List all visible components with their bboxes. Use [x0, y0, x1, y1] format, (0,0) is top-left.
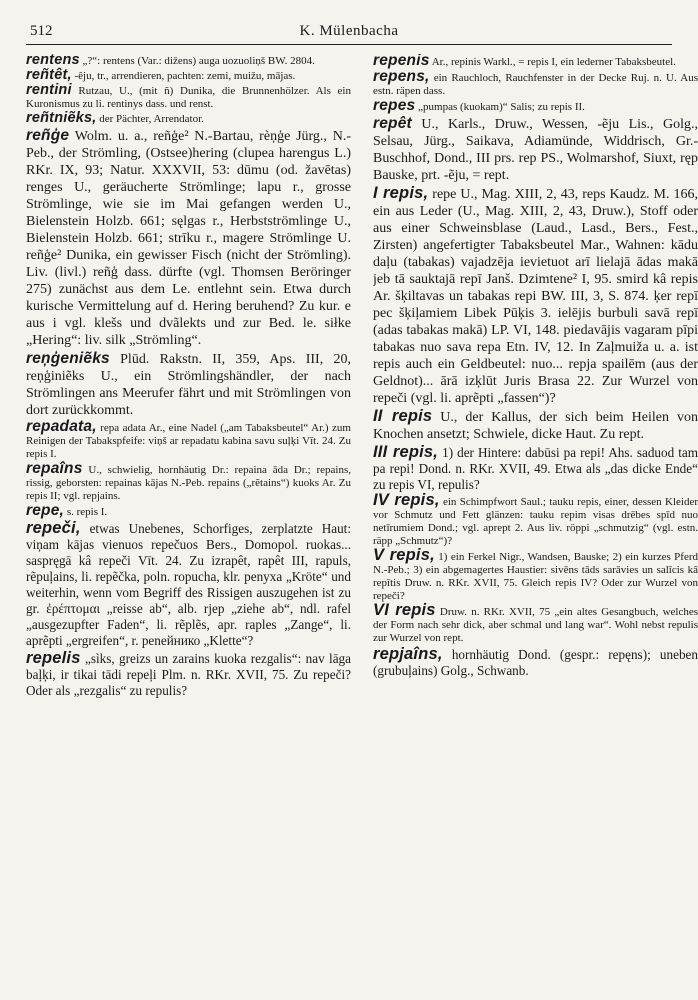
entry-text: repa adata Ar., eine Nadel („am Tabaksbeutel“ Ar.) zum Reinigen der Tabakspfeife: viņš ar repadatu kabina savu suļķi Vīt. 24. Zu repis I.: [26, 422, 351, 460]
dictionary-entry: [373, 491, 698, 548]
dictionary-entry: [373, 70, 698, 98]
entry-text: 1) ein Ferkel Nigr., Wandsen, Bauske; 2) ein kurzes Pferd N.-Peb.; 3) ein abgemagertes Haustier: sivēns tāds sarāvies un salīcis kâ repītis Druw. n. RKr. XVII, 75. Gleich repis IV? Oder zur Wurzel von repeči?: [373, 551, 698, 602]
entry-text: -êju, tr., arrendieren, pachten: zemi, muižu, mājas.: [71, 70, 296, 82]
entry-text: Wolm. u. a., reñģe² N.-Bartau, rèņģe Jürg., N.-Peb., der Strömling, (Ostsee)hering (clupea harengus L.) RKr. IX, 93; Natur. XXXVII, 53: dūmu (od. žavētas) renges U., geräucherte Strömlinge; lapu r., grosse Strömlinge, wie sie im Mai gefangen werden U., Bielenstein Holzb. 661; sęlgas r., Herbstströmlinge U., Bielenstein Holzb. 661; strīku r., magere Strömlinge U. reñģe² Dunika, ein gewisser Fisch (nicht der Strömling). Liv. (livl.) reñģ dass. dürfte (vgl. Thomsen Beröringer 275) zunächst aus dem Le. entlehnt sein. Etwa durch kurische Vermittelung auf d. Hering beruhend? Zu kur. e aus i vgl. klešs und dvãlekts und zur Bed. le. siłke „Hering“: liv. silk „Strömling“.: [26, 129, 351, 348]
right-column: [373, 54, 698, 990]
dictionary-entry: [26, 84, 351, 111]
dictionary-columns: [26, 54, 698, 990]
entry-headword: repelis: [26, 649, 81, 667]
entry-text: s. repis I.: [64, 506, 108, 518]
entry-headword: III repis,: [373, 443, 439, 461]
entry-headword: I repis,: [373, 184, 429, 202]
dictionary-entry: [373, 601, 698, 645]
entry-headword: repeči,: [26, 519, 81, 537]
dictionary-entry: [26, 54, 351, 68]
dictionary-entry: [373, 115, 698, 184]
dictionary-entry: [26, 112, 351, 126]
dictionary-entry: [26, 504, 351, 519]
entry-headword: repenis: [373, 54, 430, 69]
dictionary-entry: [373, 408, 698, 443]
entry-headword: rentens: [26, 54, 80, 68]
dictionary-entry: [26, 520, 351, 649]
entry-headword: V repis,: [373, 546, 435, 564]
entry-headword: IV repis,: [373, 491, 440, 509]
entry-text: Plūd. Rakstn. II, 359, Aps. III, 20, reņģiniẽks U., ein Strömlingshändler, der nach Strömlingen ans Meerufer fährt und mit Strömlingen von dort zurückkommt.: [26, 352, 351, 418]
dictionary-entry: [373, 54, 698, 69]
dictionary-entry: [26, 127, 351, 349]
entry-headword: VI repis: [373, 601, 436, 619]
entry-text: Rutzau, U., (mit ñ) Dunika, die Brunnenhölzer. Als ein Kuronismus zu li. rentinys dass. und renst.: [26, 85, 351, 110]
dictionary-entry: [373, 444, 698, 493]
entry-text: hornhäutig Dond. (gespr.: repęns); uneben (grubuļains) Golg., Schwanb.: [373, 647, 698, 678]
dictionary-entry: [26, 650, 351, 699]
entry-text: „?“: rentens (Var.: dižens) auga uozuoliņš BW. 2804.: [79, 55, 315, 67]
entry-text: U., Karls., Druw., Wessen, -ẽju Lis., Golg., Selsau, Jürg., Saikava, Adiamünde, Widdrisch, Gr.-Buschhof, Dond., III prs. rep PS., Wolmarshof, Siuxt, ręp Bauske, prt. -ẽju, = rept.: [373, 117, 698, 183]
dictionary-entry: [373, 185, 698, 407]
entry-text: 1) der Hintere: dabūsi pa repi! Ahs. saduod tam pa repi! Dond. n. RKr. XVII, 49. Etwa als „das dicke Ende“ zu repis VI, repulis?: [373, 445, 698, 492]
dictionary-entry: [26, 420, 351, 461]
entry-headword: reñtniẽks,: [26, 110, 97, 126]
dictionary-entry: [26, 69, 351, 83]
entry-text: „sìks, greizs un zarains kuoka rezgalis“: nav lāga baļķi, ir tikai tādi repeļi Plm. n. RKr. XVII, 75. Zu repeči? Oder als „rezgalis“ zu repulis?: [26, 651, 351, 698]
page-header: [26, 14, 672, 45]
entry-text: ein Rauchloch, Rauchfenster in der Decke Ruj. n. U. Aus estn. räpen dass.: [373, 72, 698, 97]
entry-text: U., schwielig, hornhäutig Dr.: repaina āda Dr.; repains, rissig, geborsten: repainas kājas N.-Peb. repains („rẽtains“) kuoks Ar. Zu repis II; vgl. repjains.: [26, 464, 351, 502]
entry-headword: reñģe: [26, 127, 70, 144]
entry-headword: repes: [373, 97, 416, 114]
page-number: 512: [30, 23, 53, 39]
dictionary-entry: [373, 646, 698, 679]
entry-headword: repaîns: [26, 460, 83, 477]
dictionary-entry: [26, 462, 351, 503]
entry-headword: repjaîns,: [373, 645, 443, 663]
entry-headword: rentini: [26, 82, 72, 98]
entry-headword: reņģeniẽks: [26, 350, 110, 367]
entry-text: repe U., Mag. XIII, 2, 43, reps Kaudz. M. 166, ein aus Leder (U., Mag. XIII, 2, 43, Druw.), Stoff oder aus einer Schweinsblase (Laud., Lasd., Bers., Fest., Zirsten) angefertigter Tabaksbeutel Mar., Wahnen: kādu daļu (tabakas) vajadzēja ievietuot arī lielajā ādas makā jeb tā sauktajā repī Janš. Dzimtene² I, 95. smird kâ repis Ar. šķiltavas un tabakas repi BW. III, 3, S. 874. ķer repī pec šķiļamiem Libek Pūķis 3. ielējis burbuli savā repī (adas tabakas makā) LP. VI, 148. piedavājis vagaram pīpi tabakas nuo sava repa Etn. IV, 12. In Zaļmuiža u. a. ist repis auch ein Geldbeutel: nuo... repja spailēm (aus der Geldnot)... ārā izķlūt Juris Brasa 22. Zur Wurzel von repeči (vgl. li. aprẽpti „fassen“)?: [373, 187, 698, 406]
entry-headword: repens,: [373, 68, 430, 85]
entry-headword: II repis: [373, 407, 433, 425]
left-column: [26, 54, 351, 990]
entry-text: der Pächter, Arrendator.: [96, 113, 204, 125]
dictionary-entry: [26, 350, 351, 419]
entry-text: Ar., repinis Warkl., = repis I, ein lederner Tabaksbeutel.: [429, 56, 676, 68]
dictionary-entry: [373, 99, 698, 114]
entry-text: U., der Kallus, der sich beim Heilen von Knochen ansetzt; Schwiele, dicke Haut. Zu rept.: [373, 410, 698, 442]
dictionary-entry: [373, 546, 698, 603]
entry-headword: repe,: [26, 502, 65, 519]
entry-text: etwas Unebenes, Schorfiges, zerplatzte Haut: viņam kājas vienuos repečuos Bers., Domopol. ruokas... saspręgā kâ repeči Vīt. 24. Zu izrapêt, rapêt III, rapuls, rẽpuļains, li. repẽčka, poln. ropucha, klr. penyxa „Kröte“ und weiterhin, wenn vom Begriff des Rissigen auszugehen ist zu gr. ἐρέπτομαι „reisse ab“, alb. rjep „ziehe ab“, ndl. rafel „ausgezupfter Faden“, li. rẽplẽs, apr. raples „Zange“, li. aprẽpti „ergreifen“, r. peneйнико „Klette“?: [26, 521, 351, 648]
entry-text: Druw. n. RKr. XVII, 75 „ein altes Gesangbuch, welches der Form nach sehr dick, aber schmal und lang war“. Wohl nebst repulis zur Wurzel von rept.: [373, 606, 698, 644]
entry-headword: repadata,: [26, 418, 97, 435]
entry-text: „pumpas (kuokam)“ Salis; zu repis II.: [415, 101, 585, 113]
entry-text: ein Schimpfwort Saul.; tauku repis, einer, dessen Kleider vor Schmutz und Fett glänzen: tauku repim visas drēbes spīd nuo netīrumiem Dond.; vgl. aprept 2. Aus liv. röppi „schmutzig“ (vgl. estn. räpp „Schmutz“)?: [373, 496, 698, 547]
entry-headword: repêt: [373, 115, 412, 132]
running-head: K. Mülenbacha: [299, 23, 399, 39]
entry-headword: reñtêt,: [26, 67, 72, 83]
